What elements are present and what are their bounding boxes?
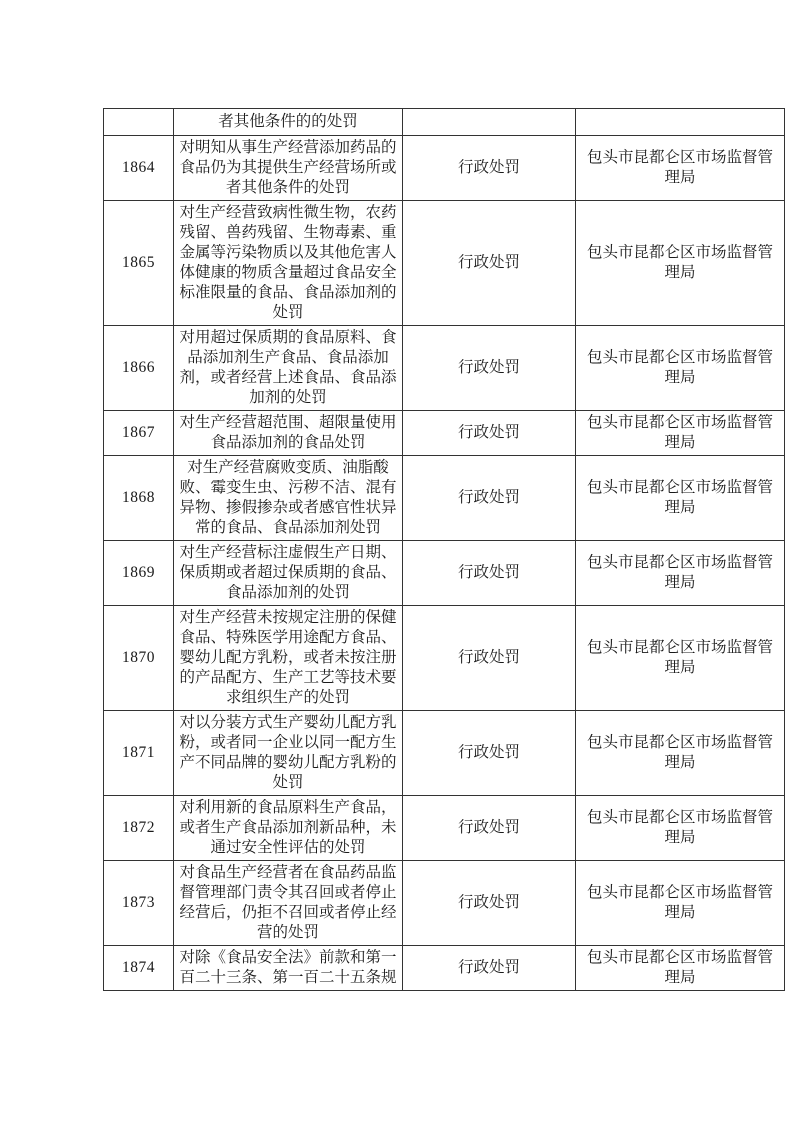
authority-cell: 包头市昆都仑区市场监督管理局 — [576, 606, 785, 711]
description-cell: 对利用新的食品原料生产食品，或者生产食品添加剂新品种，未通过安全性评估的处罚 — [174, 796, 403, 861]
description-cell: 对食品生产经营者在食品药品监督管理部门责令其召回或者停止经营后，仍拒不召回或者停止经营的处罚 — [174, 861, 403, 946]
table-row — [104, 541, 785, 606]
row-number-cell: 1869 — [104, 541, 174, 606]
table-row-continuation — [104, 109, 785, 136]
row-number-cell: 1872 — [104, 796, 174, 861]
penalty-type-cell: 行政处罚 — [403, 456, 576, 541]
authority-cell: 包头市昆都仑区市场监督管理局 — [576, 136, 785, 201]
row-number-cell: 1874 — [104, 946, 174, 991]
description-cell: 对用超过保质期的食品原料、食品添加剂生产食品、食品添加剂，或者经营上述食品、食品添加剂的处罚 — [174, 326, 403, 411]
table-row — [104, 411, 785, 456]
authority-cell — [576, 109, 785, 136]
authority-cell: 包头市昆都仑区市场监督管理局 — [576, 411, 785, 456]
authority-cell: 包头市昆都仑区市场监督管理局 — [576, 201, 785, 326]
row-number-cell: 1868 — [104, 456, 174, 541]
penalty-type-cell: 行政处罚 — [403, 606, 576, 711]
authority-cell: 包头市昆都仑区市场监督管理局 — [576, 796, 785, 861]
description-cell: 对生产经营标注虚假生产日期、保质期或者超过保质期的食品、食品添加剂的处罚 — [174, 541, 403, 606]
description-cell: 对生产经营未按规定注册的保健食品、特殊医学用途配方食品、婴幼儿配方乳粉，或者未按注册的产品配方、生产工艺等技术要求组织生产的处罚 — [174, 606, 403, 711]
description-cell: 对明知从事生产经营添加药品的食品仍为其提供生产经营场所或者其他条件的处罚 — [174, 136, 403, 201]
table-row — [104, 456, 785, 541]
penalty-type-cell: 行政处罚 — [403, 326, 576, 411]
penalty-type-cell: 行政处罚 — [403, 946, 576, 991]
table-row — [104, 326, 785, 411]
authority-cell: 包头市昆都仑区市场监督管理局 — [576, 946, 785, 991]
penalty-type-cell: 行政处罚 — [403, 861, 576, 946]
row-number-cell: 1873 — [104, 861, 174, 946]
authority-cell: 包头市昆都仑区市场监督管理局 — [576, 861, 785, 946]
penalty-items-table — [103, 108, 785, 991]
table-row — [104, 946, 785, 991]
description-cell: 对生产经营致病性微生物，农药残留、兽药残留、生物毒素、重金属等污染物质以及其他危害人体健康的物质含量超过食品安全标准限量的食品、食品添加剂的处罚 — [174, 201, 403, 326]
authority-cell: 包头市昆都仑区市场监督管理局 — [576, 711, 785, 796]
penalty-type-cell: 行政处罚 — [403, 201, 576, 326]
row-number-cell: 1864 — [104, 136, 174, 201]
penalty-type-cell — [403, 109, 576, 136]
table-row — [104, 606, 785, 711]
table-row — [104, 711, 785, 796]
description-cell: 对生产经营腐败变质、油脂酸败、霉变生虫、污秽不洁、混有异物、掺假掺杂或者感官性状异常的食品、食品添加剂处罚 — [174, 456, 403, 541]
penalty-type-cell: 行政处罚 — [403, 711, 576, 796]
description-cell: 对生产经营超范围、超限量使用食品添加剂的食品处罚 — [174, 411, 403, 456]
description-cell: 者其他条件的的处罚 — [174, 109, 403, 136]
authority-cell: 包头市昆都仑区市场监督管理局 — [576, 541, 785, 606]
row-number-cell: 1871 — [104, 711, 174, 796]
authority-cell: 包头市昆都仑区市场监督管理局 — [576, 326, 785, 411]
penalty-type-cell: 行政处罚 — [403, 796, 576, 861]
table-row — [104, 796, 785, 861]
row-number-cell: 1866 — [104, 326, 174, 411]
authority-cell: 包头市昆都仑区市场监督管理局 — [576, 456, 785, 541]
table-row — [104, 201, 785, 326]
table-row — [104, 136, 785, 201]
penalty-type-cell: 行政处罚 — [403, 136, 576, 201]
row-number-cell: 1867 — [104, 411, 174, 456]
row-number-cell: 1870 — [104, 606, 174, 711]
table-row — [104, 861, 785, 946]
description-cell: 对除《食品安全法》前款和第一百二十三条、第一百二十五条规 — [174, 946, 403, 991]
row-number-cell: 1865 — [104, 201, 174, 326]
description-cell: 对以分装方式生产婴幼儿配方乳粉，或者同一企业以同一配方生产不同品牌的婴幼儿配方乳粉的处罚 — [174, 711, 403, 796]
penalty-type-cell: 行政处罚 — [403, 541, 576, 606]
penalty-type-cell: 行政处罚 — [403, 411, 576, 456]
row-number-cell — [104, 109, 174, 136]
